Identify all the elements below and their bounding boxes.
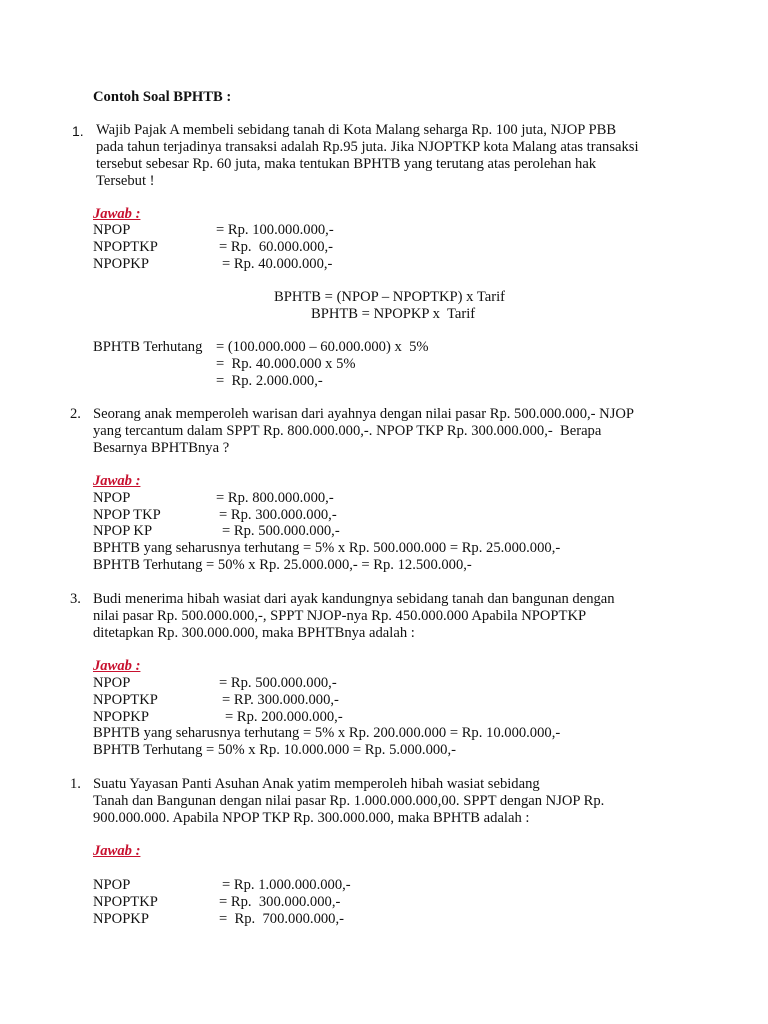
q1-npopkp-label: NPOPKP — [93, 256, 149, 272]
question-2-line-2: yang tercantum dalam SPPT Rp. 800.000.000,-. NPOP TKP Rp. 300.000.000,- Berapa — [93, 423, 602, 439]
question-2-answer-heading: Jawab : — [93, 473, 141, 489]
q3-npopkp-value: = Rp. 200.000.000,- — [225, 709, 343, 725]
q3-npoptkp-value: = RP. 300.000.000,- — [222, 692, 339, 708]
q1-calc-line-2: = Rp. 40.000.000 x 5% — [216, 356, 356, 372]
question-3-answer-heading: Jawab : — [93, 658, 141, 674]
q3-npoptkp-label: NPOPTKP — [93, 692, 158, 708]
q4-npoptkp-label: NPOPTKP — [93, 894, 158, 910]
q3-result-line-2: BPHTB Terhutang = 50% x Rp. 10.000.000 = Rp. 5.000.000,- — [93, 742, 456, 758]
q1-npop-value: = Rp. 100.000.000,- — [216, 222, 334, 238]
q1-calc-line-3: = Rp. 2.000.000,- — [216, 373, 323, 389]
q1-npopkp-value: = Rp. 40.000.000,- — [222, 256, 333, 272]
question-4-line-3: 900.000.000. Apabila NPOP TKP Rp. 300.000.000, maka BPHTB adalah : — [93, 810, 530, 826]
q2-npoptkp-value: = Rp. 300.000.000,- — [219, 507, 337, 523]
q3-npopkp-label: NPOPKP — [93, 709, 149, 725]
question-1-line-3: tersebut sebesar Rp. 60 juta, maka tentukan BPHTB yang terutang atas perolehan hak — [96, 156, 597, 172]
q1-calc-line-1: = (100.000.000 – 60.000.000) x 5% — [216, 339, 429, 355]
q2-npopkp-label: NPOP KP — [93, 523, 153, 539]
question-2-number: 2. — [70, 406, 81, 422]
q1-calc-label: BPHTB Terhutang — [93, 339, 203, 355]
q2-npop-label: NPOP — [93, 490, 131, 506]
question-1-line-1: Wajib Pajak A membeli sebidang tanah di Kota Malang seharga Rp. 100 juta, NJOP PBB — [96, 122, 617, 138]
q3-npop-label: NPOP — [93, 675, 131, 691]
q2-result-line-1: BPHTB yang seharusnya terhutang = 5% x Rp. 500.000.000 = Rp. 25.000.000,- — [93, 540, 561, 556]
question-4-answer-heading: Jawab : — [93, 843, 141, 859]
q3-npop-value: = Rp. 500.000.000,- — [219, 675, 337, 691]
question-1-line-4: Tersebut ! — [96, 173, 155, 189]
question-4-line-1: Suatu Yayasan Panti Asuhan Anak yatim memperoleh hibah wasiat sebidang — [93, 776, 540, 792]
q2-npop-value: = Rp. 800.000.000,- — [216, 490, 334, 506]
q4-npoptkp-value: = Rp. 300.000.000,- — [219, 894, 341, 910]
question-3-line-1: Budi menerima hibah wasiat dari ayak kandungnya sebidang tanah dan bangunan dengan — [93, 591, 615, 607]
question-3-line-2: nilai pasar Rp. 500.000.000,-, SPPT NJOP-nya Rp. 450.000.000 Apabila NPOPTKP — [93, 608, 587, 624]
q4-npop-label: NPOP — [93, 877, 131, 893]
q1-formula-1: BPHTB = (NPOP – NPOPTKP) x Tarif — [274, 289, 506, 305]
question-3-number: 3. — [70, 591, 81, 607]
q1-formula-2: BPHTB = NPOPKP x Tarif — [311, 306, 476, 322]
q4-npopkp-label: NPOPKP — [93, 911, 149, 927]
q2-npoptkp-label: NPOP TKP — [93, 507, 161, 523]
question-1-line-2: pada tahun terjadinya transaksi adalah Rp.95 juta. Jika NJOPTKP kota Malang atas transaksi — [96, 139, 639, 155]
q1-npoptkp-label: NPOPTKP — [93, 239, 158, 255]
q3-result-line-1: BPHTB yang seharusnya terhutang = 5% x Rp. 200.000.000 = Rp. 10.000.000,- — [93, 725, 561, 741]
question-2-line-1: Seorang anak memperoleh warisan dari ayahnya dengan nilai pasar Rp. 500.000.000,- NJOP — [93, 406, 635, 422]
question-3-line-3: ditetapkan Rp. 300.000.000, maka BPHTBnya adalah : — [93, 625, 415, 641]
page-title: Contoh Soal BPHTB : — [93, 89, 232, 105]
question-4-line-2: Tanah dan Bangunan dengan nilai pasar Rp. 1.000.000.000,00. SPPT dengan NJOP Rp. — [93, 793, 605, 809]
q2-npopkp-value: = Rp. 500.000.000,- — [222, 523, 340, 539]
q2-result-line-2: BPHTB Terhutang = 50% x Rp. 25.000.000,- = Rp. 12.500.000,- — [93, 557, 472, 573]
question-1-answer-heading: Jawab : — [93, 206, 141, 222]
q4-npopkp-value: = Rp. 700.000.000,- — [219, 911, 344, 927]
q1-npop-label: NPOP — [93, 222, 131, 238]
q1-npoptkp-value: = Rp. 60.000.000,- — [219, 239, 334, 255]
question-1-number: 1. — [72, 123, 84, 139]
question-2-line-3: Besarnya BPHTBnya ? — [93, 440, 230, 456]
question-4-number: 1. — [70, 776, 81, 792]
q4-npop-value: = Rp. 1.000.000.000,- — [222, 877, 351, 893]
